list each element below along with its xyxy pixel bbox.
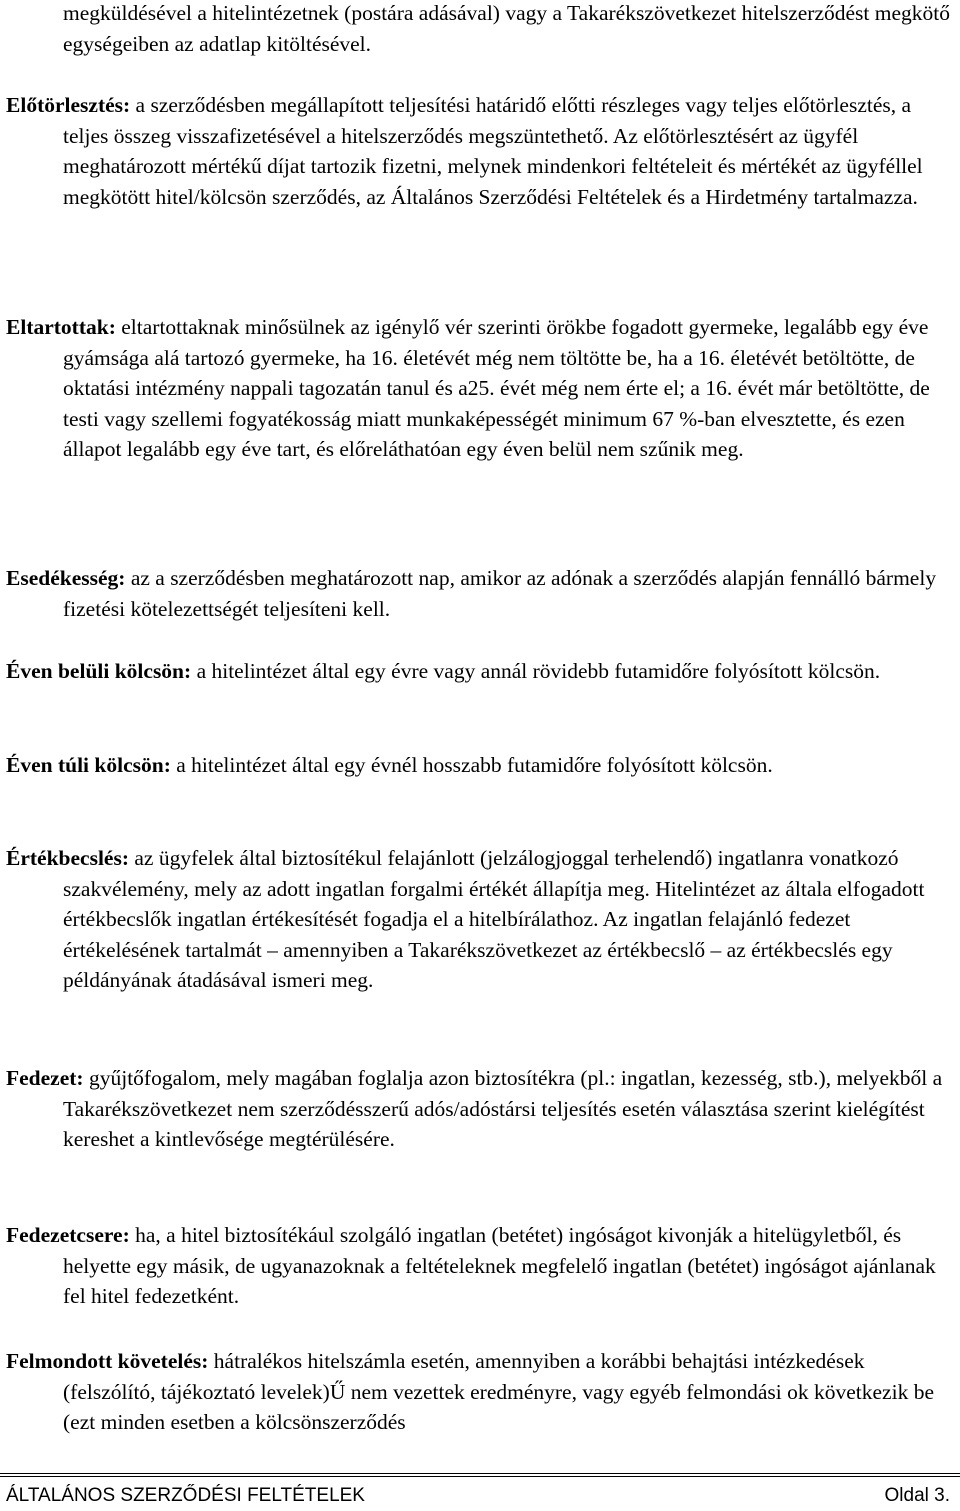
definition-even-tuli-kolcson xyxy=(6,750,952,781)
definition-elotorlesztes xyxy=(6,90,952,212)
definition-term: Fedezet: xyxy=(6,1066,84,1090)
definition-fedezetcsere xyxy=(6,1220,952,1312)
definition-term: Esedékesség: xyxy=(6,566,126,590)
definition-term: Éven túli kölcsön: xyxy=(6,753,171,777)
definition-text: a hitelintézet által egy évnél hosszabb futamidőre folyósított kölcsön. xyxy=(170,753,773,777)
definition-term: Felmondott követelés: xyxy=(6,1349,209,1373)
definition-term: Előtörlesztés: xyxy=(6,93,131,117)
definition-ertekbecsles xyxy=(6,843,952,996)
definition-esedekesseg xyxy=(6,563,952,624)
definition-text: ha, a hitel biztosítékául szolgáló ingatlan (betétet) ingóságot kivonják a hitelügyletből, és helyette egy másik, de ugyanazoknak a feltételeknek megfelelő ingatlan (betétet) ingóságot ajánlanak fel hitel fedezetként. xyxy=(63,1223,936,1309)
definition-felmondott-koveteles xyxy=(6,1346,952,1438)
definition-even-beluli-kolcson xyxy=(6,656,952,687)
definition-text: gyűjtőfogalom, mely magában foglalja azon biztosítékra (pl.: ingatlan, kezesség, stb.), melyekből a Takarékszövetkezet nem szerződésszerű adós/adóstársi teljesítés esetén választása szerint kielégítést kereshet a kintlevősége megtérülésére. xyxy=(63,1066,943,1152)
footer-divider-thin xyxy=(0,1476,960,1477)
footer-divider xyxy=(0,1473,960,1474)
definition-fedezet xyxy=(6,1063,952,1155)
lead-text: megküldésével a hitelintézetnek (postára adásával) vagy a Takarékszövetkezet hitelszerződést megkötő egységeiben az adatlap kitöltésével. xyxy=(63,1,950,56)
lead-paragraph xyxy=(6,0,952,59)
definition-text: az a szerződésben meghatározott nap, amikor az adónak a szerződés alapján fennálló bármely fizetési kötelezettségét teljesíteni kell. xyxy=(63,566,937,621)
definition-term: Fedezetcsere: xyxy=(6,1223,130,1247)
definition-eltartottak xyxy=(6,312,952,465)
definition-text: eltartottaknak minősülnek az igénylő vér szerinti örökbe fogadott gyermeke, legalább egy éve gyámsága alá tartozó gyermeke, ha 16. életévét még nem töltötte be, ha a 16. életévét betöltötte, de oktatási intézmény nappali tagozatán tanul és a25. évét még nem érte el; a 16. évét már betöltötte, de testi vagy szellemi fogyatékosság miatt munkaképességét minimum 67 %-ban elvesztette, és ezen állapot legalább egy éve tart, és előreláthatóan egy éven belül nem szűnik meg. xyxy=(63,315,930,462)
definition-text: az ügyfelek által biztosítékul felajánlott (jelzálogjoggal terhelendő) ingatlanra vonatkozó szakvélemény, mely az adott ingatlan forgalmi értékét állapítja meg. Hitelintézet az általa elfogadott értékbecslők ingatlan értékesítését fogadja el a hitelbírálathoz. Az ingatlan felajánló fedezet értékelésének tartalmát – amennyiben a Takarékszövetkezet az értékbecslő – az értékbecslés egy példányának átadásával ismeri meg. xyxy=(63,846,925,993)
definition-text: a szerződésben megállapított teljesítési határidő előtti részleges vagy teljes előtörlesztés, a teljes összeg visszafizetésével a hitelszerződés megszüntethető. Az előtörlesztésért az ügyfél meghatározott mértékű díjat tartozik fizetni, melynek mindenkori feltételeit és mértékét az ügyféllel megkötött hitel/kölcsön szerződés, az Általános Szerződési Feltételek és a Hirdetmény tartalmazza. xyxy=(63,93,923,209)
definition-term: Éven belüli kölcsön: xyxy=(6,659,192,683)
page-number: Oldal 3. xyxy=(884,1485,950,1506)
definition-term: Értékbecslés: xyxy=(6,846,129,870)
definition-text: a hitelintézet által egy évre vagy annál rövidebb futamidőre folyósított kölcsön. xyxy=(191,659,881,683)
footer-title: ÁLTALÁNOS SZERZŐDÉSI FELTÉTELEK xyxy=(6,1485,365,1506)
definition-term: Eltartottak: xyxy=(6,315,116,339)
page-footer xyxy=(6,1483,950,1509)
definition-text: hátralékos hitelszámla esetén, amennyiben a korábbi behajtási intézkedések (felszólító, tájékoztató levelek)Ű nem vezettek eredményre, vagy egyéb felmondási ok következik be (ezt minden esetben a kölcsönszerződés xyxy=(63,1349,934,1435)
